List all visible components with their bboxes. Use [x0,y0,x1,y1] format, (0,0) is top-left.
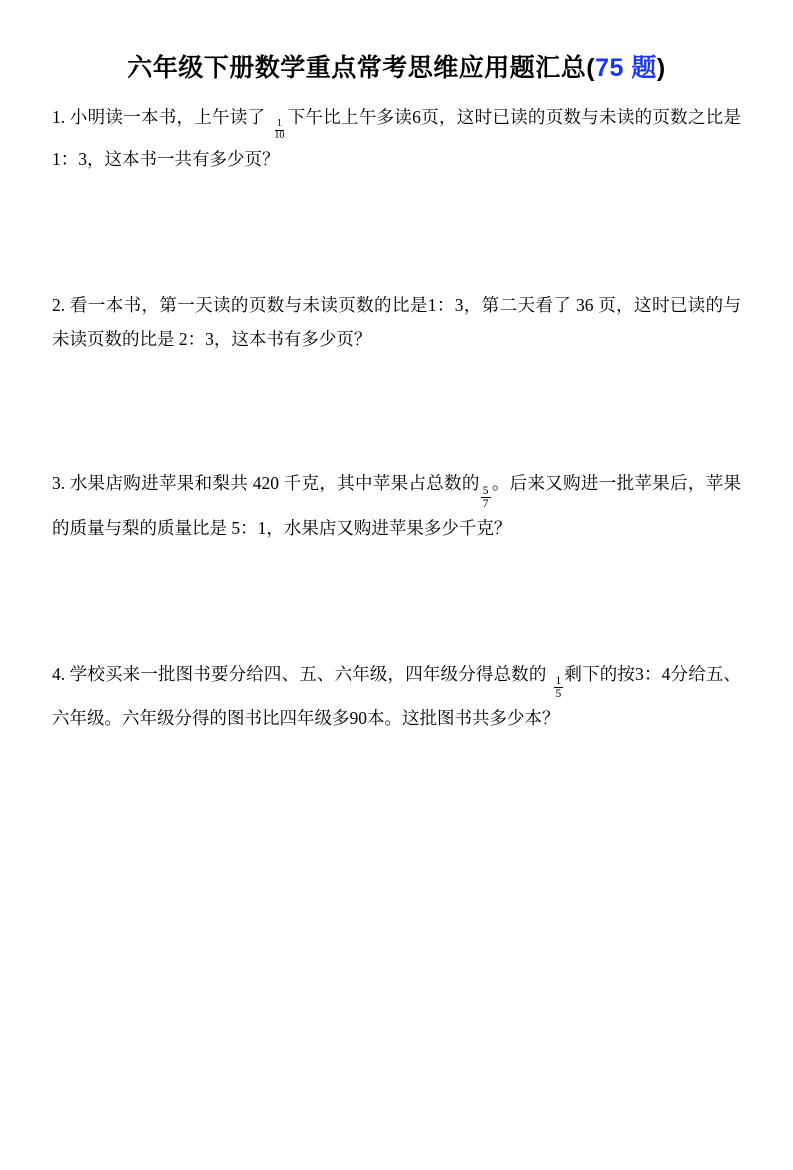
fraction-numerator: 5 [482,484,489,497]
fraction [481,485,491,511]
problem-text-a: 看一本书，第一天读的页数与未读页数的比是1：3，第二天看了 36 页，这时已读的与未读页数的比是 2：3，这本书有多少页？ [52,295,742,350]
fraction-denominator: 7 [482,498,489,511]
problem-item [52,657,741,735]
document-page [0,48,793,1170]
page-title-count: 75 题 [595,54,657,82]
problem-text-b: 。后来又购进一批苹果后，苹果的质量与梨的质量比是 5：1，水果店又购进苹果多少千克？ [52,473,742,538]
fraction-denominator: 5 [555,688,562,701]
problem-number: 2. [52,295,66,316]
problem-text-a: 学校买来一批图书要分给四、五、六年级，四年级分得总数的 [69,663,547,684]
problem-number: 3. [52,473,66,494]
problem-text-b: 下午比上午多读6页，这时已读的页数与未读的页数之比是1：3，这本书一共有多少页？ [52,107,742,169]
page-title-text: 六年级下册数学重点常考思维应用题汇总 [127,54,587,82]
problem-text-b: 剩下的按3：4分给五、六年级。六年级分得的图书比四年级多90本。这批图书共多少本？ [52,663,742,728]
fraction-denominator: 10 [274,130,285,142]
problem-text-a: 水果店购进苹果和梨共 420 千克，其中苹果占总数的 [69,473,480,494]
problem-text-a: 小明读一本书，上午读了 [69,107,266,127]
fraction [272,119,286,142]
fraction-numerator: 1 [555,675,562,688]
page-title-paren-open: ( [586,54,596,82]
page-title [52,48,741,84]
problem-item [52,466,741,544]
fraction [554,675,564,701]
problem-number: 4. [52,663,66,684]
problem-item [52,288,741,356]
fraction-numerator: 1 [276,118,282,130]
problem-number: 1. [52,107,66,127]
problem-item [52,100,741,176]
page-title-paren-close: ) [656,54,666,82]
